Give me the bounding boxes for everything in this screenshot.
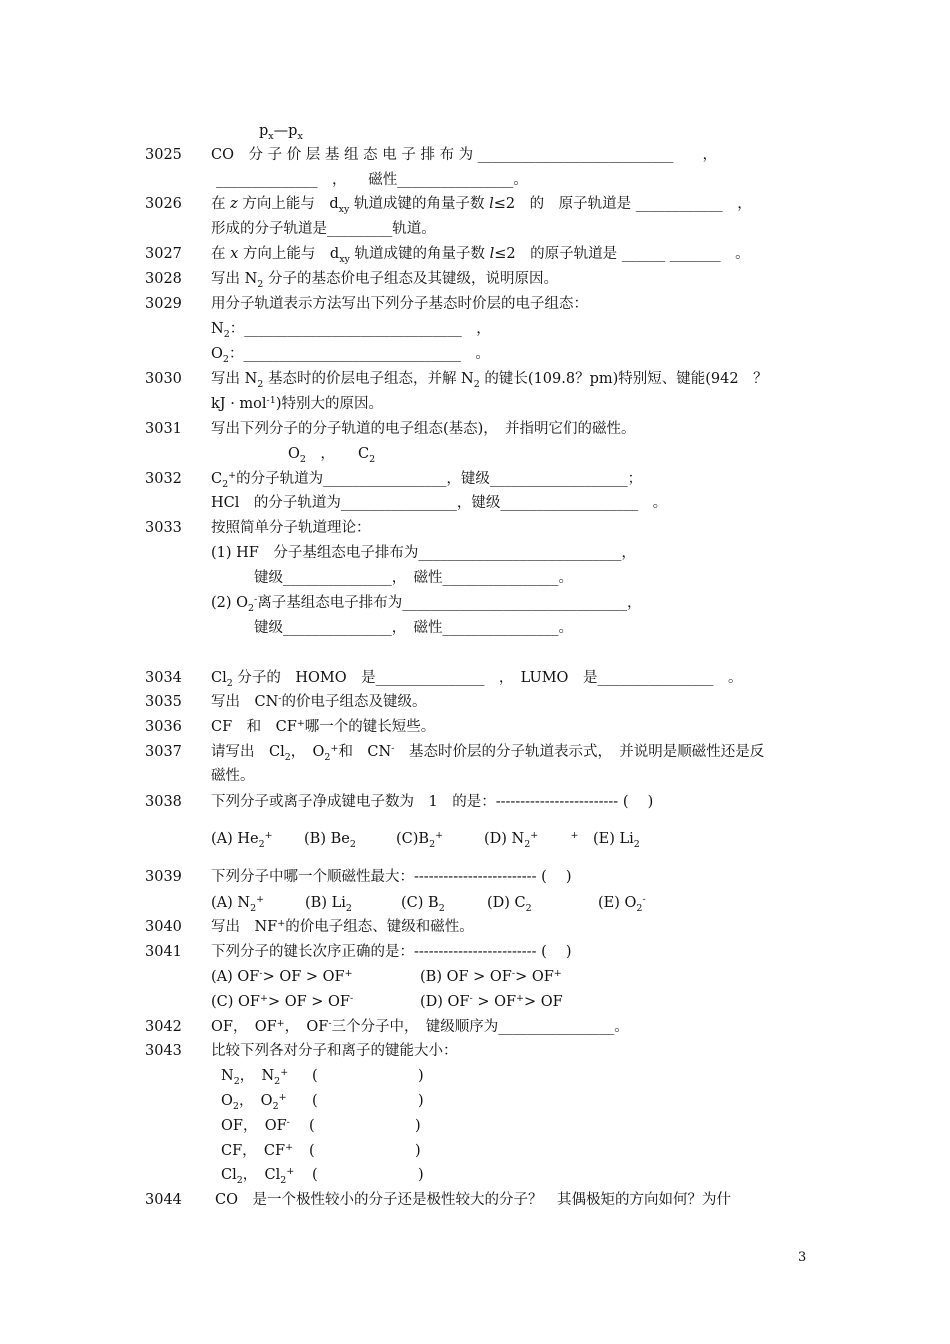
question-number: 3037 [145,744,182,760]
question-text: 下列分子的键长次序正确的是：------------------------- ( ) [211,944,572,960]
paren-close: ) [418,1093,424,1109]
question-text: CF 和 CF+哪一个的键长短些。 [211,718,436,735]
option: (B) OF > OF-> OF+ [420,968,562,985]
question-number: 3040 [145,919,182,935]
question-text: (2) $O_2^-$离子基组态电子排布为_______________________________， [211,594,642,614]
option: (D) $C_2$ [487,895,532,914]
question-text: kJ · mol$^{-1}$)特别大的原因。 [211,395,383,412]
question-text: 写出 $N_2$ 基态时的价层电子组态，并解 $N_2$ 的键长(109.8？pm)特别短、键能(942 ？ [211,371,768,390]
question-number: 3044 [145,1192,182,1208]
question-text: (1) HF 分子基组态电子排布为____________________________， [211,545,636,561]
question-number: 3026 [145,196,182,212]
paren-close: ) [415,1118,421,1134]
dash: — [273,123,289,139]
question-number: 3038 [145,794,182,810]
question-text: OF， OF+， OF-三个分子中， 键级顺序为________________。 [211,1018,629,1035]
question-text: HCl 的分子轨道为________________，键级___________________ 。 [211,495,668,511]
option: (A) $He_2^+$ [211,830,273,850]
page-number: 3 [798,1250,807,1265]
question-text: ______________ ， 磁性________________。 [216,172,528,188]
option: (C) $B_2$ [401,895,445,914]
option: (D) OF- > OF+> OF [420,993,563,1010]
pair-row: OF， OF- [221,1117,290,1134]
question-number: 3043 [145,1043,182,1059]
question-text: 比较下列各对分子和离子的键能大小： [211,1043,458,1059]
question-number: 3042 [145,1019,182,1035]
paren-open: ( [309,1143,315,1159]
pair-row: $Cl_2$， $Cl_2^+$ [221,1166,295,1186]
question-text: $O_2$：______________________________ 。 [211,346,490,365]
question-number: 3031 [145,421,182,437]
subscript: x [297,131,303,142]
question-text: 写出 NF+的价电子组态、键级和磁性。 [211,918,474,935]
question-text: 磁性。 [211,768,255,784]
paren-open: ( [312,1093,318,1109]
paren-open: ( [312,1068,318,1084]
paren-open: ( [309,1118,315,1134]
question-number: 3032 [145,471,182,487]
question-text: 写出 CN-的价电子组态及键级。 [211,693,427,710]
question-text: CO 是一个极性较小的分子还是极性较大的分子？ 其偶极矩的方向如何？为什 [215,1192,731,1208]
question-text: 下列分子或离子净成键电子数为 1 的是：------------------------- ( ) [211,794,654,810]
option: (D) $N_2^+$ + [484,830,579,850]
question-number: 3039 [145,869,182,885]
question-text: 下列分子中哪一个顺磁性最大：------------------------- ( ) [211,869,572,885]
question-number: 3036 [145,719,182,735]
question-text: 形成的分子轨道是_________轨道。 [211,221,436,237]
question-number: 3028 [145,271,182,287]
question-number: 3030 [145,371,182,387]
question-number: 3033 [145,520,182,536]
question-number: 3025 [145,147,182,163]
question-text: $N_2$：______________________________ ， [211,321,491,340]
option: $(C)B_2^+$ [396,830,444,850]
question-text: CO 分 子 价 层 基 组 态 电 子 排 布 为 ___________________________ ， [211,147,718,163]
question-text: 键级_______________， 磁性________________。 [254,570,573,586]
option: (B) $Be_2$ [304,831,356,850]
question-text: $C_2^+$的分子轨道为_________________，键级___________________； [211,470,643,490]
question-text: 在 z 方向上能与 $d_{xy}$ 轨道成键的角量子数 l≤2 的 原子轨道是 ____________ ， [211,196,752,215]
question-number: 3041 [145,944,182,960]
question-text: 用分子轨道表示方法写出下列分子基态时价层的电子组态： [211,296,588,312]
question-text: 键级_______________， 磁性________________。 [254,620,573,636]
question-text: 写出下列分子的分子轨道的电子组态(基态)， 并指明它们的磁性。 [211,421,636,437]
option: (B) $Li_2$ [305,895,352,914]
paren-close: ) [418,1068,424,1084]
question-text: 写出 $N_2$ 分子的基态价电子组态及其键级，说明原因。 [211,271,558,290]
option: (E) $O_2^-$ [598,894,646,914]
question-text: $Cl_2$ 分子的 HOMO 是_______________ ， LUMO 是________________ 。 [211,670,743,689]
subscript: x [268,131,274,142]
question-text: $O_2$ ， $C_2$ [288,446,376,465]
pair-row: CF， CF+ [221,1142,294,1159]
paren-close: ) [418,1167,424,1183]
option: (C) OF+> OF > OF- [211,993,354,1010]
p-letter: p [288,123,298,139]
pair-row: $N_2$， $N_2^+$ [221,1067,289,1087]
question-number: 3027 [145,246,182,262]
question-number: 3035 [145,694,182,710]
paren-open: ( [312,1167,318,1183]
question-number: 3034 [145,670,182,686]
question-text: 按照简单分子轨道理论： [211,520,371,536]
header-fragment [259,121,303,141]
option: (A) $N_2^+$ [211,894,265,914]
question-number: 3029 [145,296,182,312]
p-letter: p [259,123,269,139]
option: (E) $Li_2$ [593,831,640,850]
paren-close: ) [415,1143,421,1159]
option: (A) OF-> OF > OF+ [211,968,353,985]
pair-row: $O_2$， $O_2^+$ [221,1092,287,1112]
question-text: 在 x 方向上能与 $d_{xy}$ 轨道成键的角量子数 l≤2 的原子轨道是 ______ _______ 。 [211,246,750,265]
question-text: 请写出 $Cl_2$， $O_2^+$和 CN- 基态时价层的分子轨道表示式， 并说明是顺磁性还是反 [211,743,765,763]
